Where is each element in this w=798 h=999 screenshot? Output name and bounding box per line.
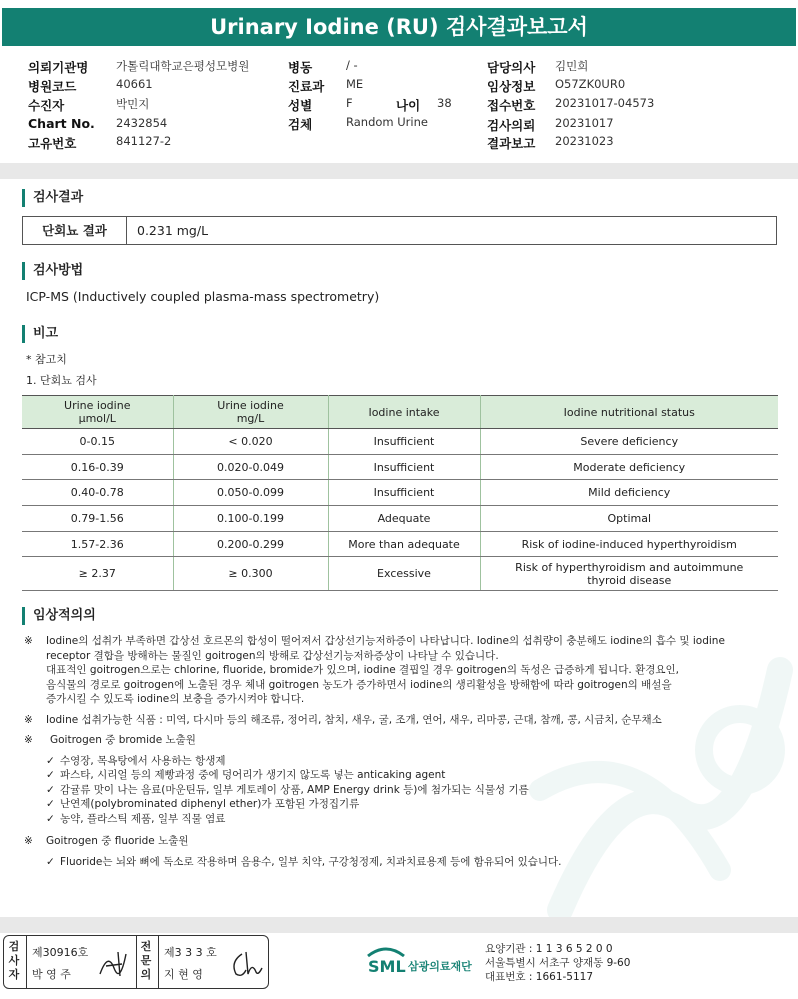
request-label: 검사의뢰 [487,118,536,133]
check-icon: ✓ [46,754,55,767]
doctor-label: 담당의사 [487,60,536,75]
clinical-heading: 임상적의의 [22,607,96,625]
sex-value: F [346,96,353,110]
check-icon: ✓ [46,855,55,868]
cell-intake: Excessive [328,557,480,591]
cell-status [480,557,778,591]
result-box [22,216,777,245]
logo-mark: SML [368,957,406,976]
age-value: 38 [437,96,452,110]
hospital-value: 가톨릭대학교은평성모병원 [116,59,250,73]
institution-address [485,942,630,984]
bromide-list [24,754,784,827]
list-item [46,812,784,827]
cell-status: Optimal [480,506,778,532]
note-mark: ※ [24,635,33,647]
clinical-section [24,634,784,869]
report-label: 결과보고 [487,136,536,151]
table-row [22,557,778,591]
cell-status-line2: thyroid disease [587,573,672,587]
cell-umol: 0.40-0.78 [22,480,173,506]
uid-label: 고유번호 [28,136,77,151]
ref-note: * 참고치 [26,353,67,366]
check-icon: ✓ [46,798,55,810]
check-icon: ✓ [46,812,55,825]
cell-mg: 0.200-0.299 [173,531,328,557]
tester-signature [96,946,132,980]
para1-line: 음식물의 경로로 goitrogen에 노출된 경우 체내 goitrogen 농도가 증가하면서 iodine의 생리활성을 방해함에 따라 goitrogen의 배설을 [46,678,672,691]
cell-intake: Insufficient [328,454,480,480]
clinical-para-2 [24,713,784,728]
cell-umol: 0.79-1.56 [22,506,173,532]
reviewer-number: 제3 3 3 호 [164,946,217,959]
sub-note: 1. 단회뇨 검사 [26,374,97,387]
method-text: ICP-MS (Inductively coupled plasma-mass spectrometry) [26,289,380,304]
cell-intake: More than adequate [328,531,480,557]
para1-line: Iodine의 섭취가 부족하면 갑상선 호르몬의 합성이 떨어져서 갑상선기능저하증이 나타납니다. Iodine의 섭취량이 충분해도 iodine의 흡수 및 iodine [46,635,725,647]
divider [26,936,27,988]
cell-mg: 0.050-0.099 [173,480,328,506]
list-item-text: 감귤류 맛이 나는 음료(마운틴듀, 일부 게토레이 상품, AMP Energy drink 등)에 첨가되는 식물성 기름 [60,783,529,796]
result-heading: 검사결과 [22,189,83,207]
receipt-label: 접수번호 [487,98,536,113]
para1-line: 대표적인 goitrogen으로는 chlorine, fluoride, bromide가 있으며, iodine 결핍일 경우 goitrogen의 독성은 급증하게 됩니다. 환경요인, [46,664,679,676]
cell-status: Severe deficiency [480,429,778,455]
report-title: Urinary Iodine (RU) 검사결과보고서 [2,8,796,46]
clinical-para-1 [24,634,784,707]
table-row [22,429,778,455]
table-row [22,531,778,557]
header-mg [173,396,328,429]
addr-line: 서울특별시 서초구 양재동 9-60 [485,957,631,969]
cell-status-line1: Risk of hyperthyroidism and autoimmune [515,560,744,574]
signature-box [3,935,269,989]
patient-label: 수진자 [28,98,65,113]
list-item [46,855,784,870]
tester-label-char: 자 [8,968,20,981]
tester-label-char: 사 [8,954,20,967]
tester-label [7,940,21,982]
list-item-text: 난연제(polybrominated diphenyl ether)가 포함된 가정집기류 [60,798,360,810]
tester-name: 박 영 주 [32,968,71,981]
list-item-text: 수영장, 목욕탕에서 사용하는 항생제 [60,754,226,767]
list-item [46,768,784,783]
header-mg-line1: Urine iodine [217,399,284,412]
reviewer-label-char: 의 [140,968,152,981]
header-status: Iodine nutritional status [480,396,778,429]
cell-mg: 0.020-0.049 [173,454,328,480]
method-heading: 검사방법 [22,262,83,280]
patient-info [0,58,798,158]
list-item-text: 농약, 플라스틱 제품, 일부 직물 염료 [60,812,226,825]
header-umol-line2: μmol/L [78,412,116,425]
list-item-text: Fluoride는 뇌와 뼈에 독소로 작용하며 음용수, 일부 치약, 구강청정제, 치과치료용제 등에 함유되어 있습니다. [60,855,562,868]
list-item-text: 파스타, 시리얼 등의 제빵과정 중에 덩어리가 생기지 않도록 넣는 anticaking agent [60,769,446,781]
header-intake: Iodine intake [328,396,480,429]
chart-value: 2432854 [116,116,168,130]
reviewer-label-char: 전 [140,940,152,953]
list-item [46,797,784,812]
reviewer-label-char: 문 [140,954,152,967]
reference-table [22,395,778,591]
note-mark: ※ [24,713,33,726]
dept-value: ME [346,77,364,91]
clinical-value: O57ZK0UR0 [555,77,626,91]
tester-label-char: 검 [8,940,20,953]
doctor-value: 김민희 [555,59,589,73]
cell-umol: 0-0.15 [22,429,173,455]
age-label: 나이 [396,98,421,113]
cell-mg: ≥ 0.300 [173,557,328,591]
code-label: 병원코드 [28,79,77,94]
reviewer-label [139,940,153,982]
cell-status: Mild deficiency [480,480,778,506]
clinical-label: 임상정보 [487,79,536,94]
addr-line: 요양기관 : 1 1 3 6 5 2 0 0 [485,943,613,955]
logo-org: 삼광의료재단 [408,960,472,973]
header-umol-line1: Urine iodine [64,399,131,412]
sex-label: 성별 [288,98,313,113]
tester-number: 제30916호 [32,946,89,959]
food-list: Iodine 섭취가능한 식품 : 미역, 다시마 등의 해조류, 정어리, 참치, 새우, 굴, 조개, 연어, 새우, 리마콩, 근대, 참깨, 콩, 시금치, 순무채소 [46,713,662,726]
clinical-para-4 [24,834,784,849]
header-umol [22,396,173,429]
note-mark: ※ [24,835,33,847]
cell-status: Moderate deficiency [480,454,778,480]
table-header-row [22,396,778,429]
list-item [46,754,784,769]
table-row [22,480,778,506]
check-icon: ✓ [46,769,55,781]
hospital-label: 의뢰기관명 [28,60,89,75]
table-row [22,506,778,532]
cell-intake: Insufficient [328,429,480,455]
separator-bottom [0,917,798,933]
fluoride-list [24,855,784,870]
code-value: 40661 [116,77,153,91]
addr-line: 대표번호 : 1661-5117 [485,971,594,983]
check-icon: ✓ [46,783,55,796]
para1-line: 증가시킬 수 있도록 iodine의 보충을 증가시켜야 합니다. [46,693,305,705]
reviewer-signature [228,948,264,980]
fluoride-title: Goitrogen 중 fluoride 노출원 [46,835,189,847]
specimen-value: Random Urine [346,115,428,129]
divider [158,936,159,988]
separator-top [0,163,798,179]
header-mg-line2: mg/L [236,412,265,425]
note-mark: ※ [24,734,33,746]
receipt-value: 20231017-04573 [555,96,655,110]
cell-mg: 0.100-0.199 [173,506,328,532]
list-item [46,783,784,798]
remarks-heading: 비고 [22,325,58,343]
cell-mg: < 0.020 [173,429,328,455]
cell-umol: 1.57-2.36 [22,531,173,557]
divider [136,936,137,988]
result-label: 단회뇨 결과 [23,217,127,244]
result-value: 0.231 mg/L [137,223,209,238]
cell-intake: Adequate [328,506,480,532]
uid-value: 841127-2 [116,134,172,148]
ward-label: 병동 [288,60,313,75]
cell-umol: ≥ 2.37 [22,557,173,591]
clinical-para-3 [24,733,784,748]
table-row [22,454,778,480]
request-value: 20231017 [555,116,614,130]
cell-umol: 0.16-0.39 [22,454,173,480]
para1-line: receptor 결합을 방해하는 물질인 goitrogen의 방해로 갑상선기능저하증상이 나타날 수 있습니다. [46,649,499,662]
ward-value: / - [346,58,358,72]
chart-label: Chart No. [28,116,95,131]
specimen-label: 검체 [288,117,313,132]
patient-value: 박민지 [116,97,150,111]
cell-intake: Insufficient [328,480,480,506]
reviewer-name: 지 현 영 [164,968,203,981]
dept-label: 진료과 [288,79,325,94]
bromide-title: Goitrogen 중 bromide 노출원 [50,734,196,746]
sml-logo [366,942,490,982]
report-value: 20231023 [555,134,614,148]
cell-status: Risk of iodine-induced hyperthyroidism [480,531,778,557]
